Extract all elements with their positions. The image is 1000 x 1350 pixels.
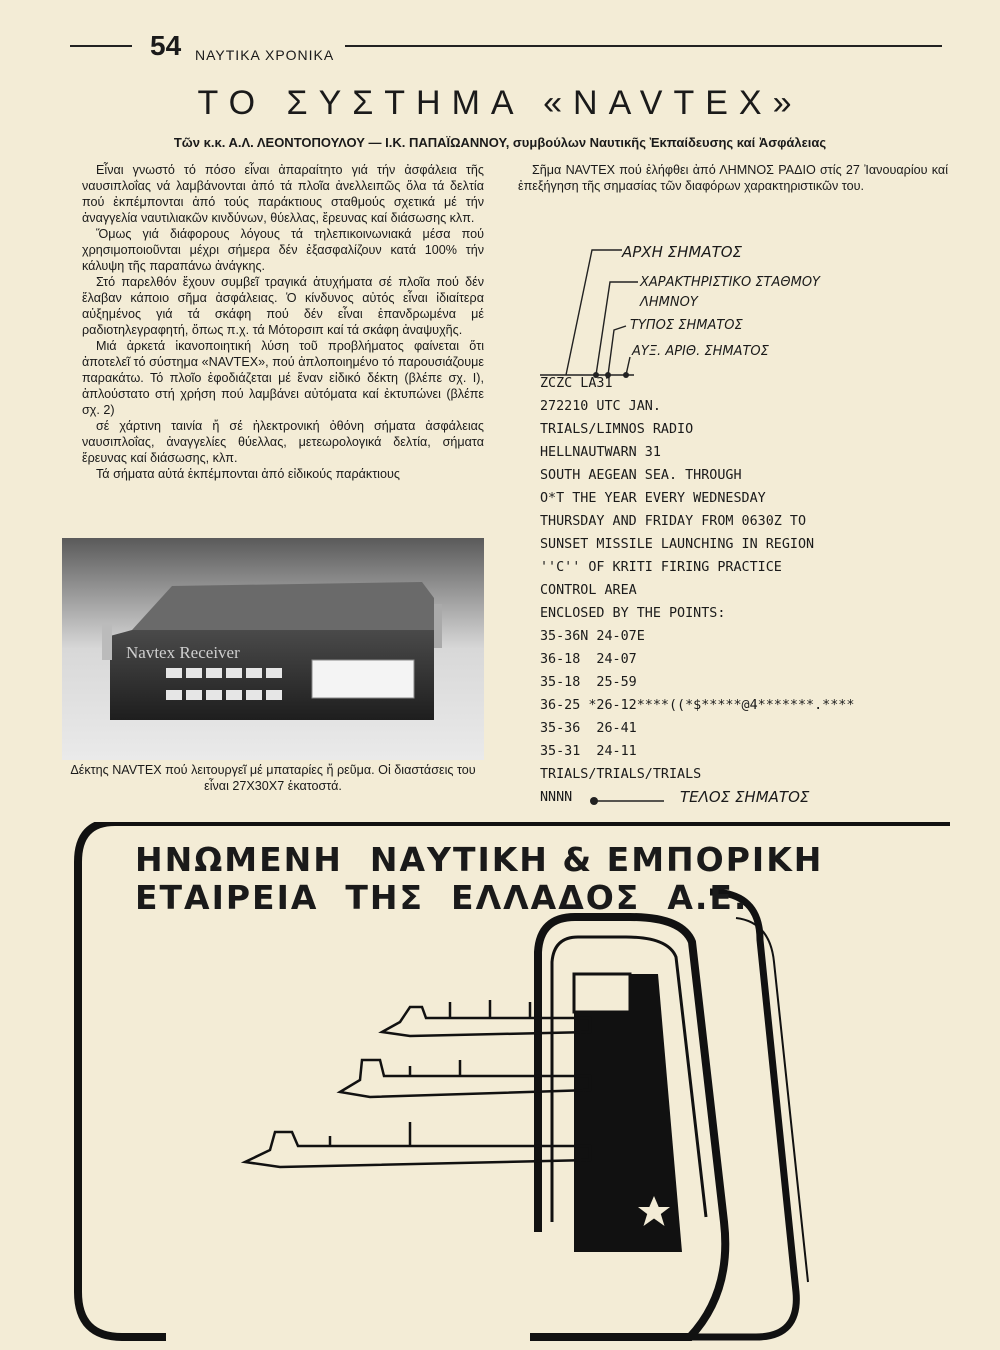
- annotation-start: ΑΡΧΗ ΣΗΜΑΤΟΣ: [622, 243, 743, 261]
- right-column-intro: Σῆμα NAVTEX πού ἐλήφθει ἀπό ΛΗΜΝΟΣ ΡΑΔΙΟ στίς 27 Ἰανουαρίου καί ἐπεξήγηση τῆς σημασίας τῶν διαφόρων χαρακτηριστικῶν του.: [518, 163, 948, 193]
- paragraph: Στό παρελθόν ἔχουν συμβεῖ τραγικά ἀτυχήματα σέ πλοῖα πού δέν ἔλαβαν κάποιο σῆμα ἀσφάλειας. Ὁ κίνδυνος αὐτός εἶναι ἰδιαίτερα αὐξημένος γιά τά σκάφη πού δέν εἶναι ἐπανδρωμένα μέ ραδιοτηλεγραφητή, ὅπως π.χ. τά Μότορσιπ καί τά σκάφη ἀναψυχῆς.: [82, 275, 484, 337]
- message-line: 272210 UTC JAN.: [540, 399, 661, 414]
- message-line: SUNSET MISSILE LAUNCHING IN REGION: [540, 537, 815, 552]
- message-line: ZCZC LA31: [540, 376, 613, 391]
- annotation-type: ΤΥΠΟΣ ΣΗΜΑΤΟΣ: [630, 318, 743, 333]
- message-line: 35-36N 24-07E: [540, 629, 645, 644]
- navtex-receiver-photo: [62, 538, 484, 760]
- article-left-column: [82, 162, 484, 482]
- message-line: O*T THE YEAR EVERY WEDNESDAY: [540, 491, 766, 506]
- header-rule-left: [70, 45, 132, 47]
- paragraph: Τά σήματα αὐτά ἐκπέμπονται ἀπό εἰδικούς παράκτιους: [96, 467, 400, 481]
- device-label: Navtex Receiver: [126, 643, 240, 662]
- ad-company-line-2: ΕΤΑΙΡΕΙΑ ΤΗΣ ΕΛΛΑΔΟΣ Α.Ε.: [135, 878, 749, 917]
- message-line: HELLNAUTWARN 31: [540, 445, 661, 460]
- message-line: ENCLOSED BY THE POINTS:: [540, 606, 726, 621]
- article-authors: Τῶν κ.κ. Α.Λ. ΛΕΟΝΤΟΠΟΥΛΟΥ — Ι.Κ. ΠΑΠΑΪΩΑΝΝΟΥ, συμβούλων Ναυτικῆς Ἐκπαίδευσης καί Ἀσφάλειας: [173, 135, 827, 150]
- message-line: THURSDAY AND FRIDAY FROM 0630Z TO: [540, 514, 807, 529]
- message-line: NNNN: [540, 790, 573, 805]
- annotation-serial: ΑΥΞ. ΑΡΙΘ. ΣΗΜΑΤΟΣ: [632, 344, 769, 359]
- article-title: ΤΟ ΣΥΣΤΗΜΑ «NAVTEX»: [197, 84, 803, 122]
- annotation-end: ΤΕΛΟΣ ΣΗΜΑΤΟΣ: [680, 788, 810, 806]
- paragraph: σέ χάρτινη ταινία ἤ σέ ἠλεκτρονική ὀθόνη σήματα ἀσφάλειας ναυσιπλοΐας, ἀναγγελίες θύελλας, μετεωρολογικά δελτία, σήματα ἔρευνας καί διάσωσης, κλπ.: [82, 419, 484, 465]
- message-line: SOUTH AEGEAN SEA. THROUGH: [540, 468, 742, 483]
- annotation-station-line-1: ΧΑΡΑΚΤΗΡΙΣΤΙΚΟ ΣΤΑΘΜΟΥ: [640, 275, 820, 290]
- photo-caption: Δέκτης NAVTEX πού λειτουργεῖ μέ μπαταρίες ἤ ρεῦμα. Οἱ διαστάσεις του εἶναι 27X30X7 ἑκατοστά.: [70, 763, 476, 793]
- message-line: 35-18 25-59: [540, 675, 637, 690]
- paragraph: Ὅμως γιά διάφορους λόγους τά τηλεπικοινωνιακά μέσα πού χρησιμοποιοῦνται μέχρι σήμερα δέν ἐξασφαλίζουν κατά 100% τήν κάλυψη τῆς παραπάνω ἀνάγκης.: [82, 227, 484, 273]
- message-line: TRIALS/LIMNOS RADIO: [540, 422, 694, 437]
- page-number: 54: [150, 30, 182, 61]
- paragraph: Μιά ἀρκετά ἱκανοποιητική λύση τοῦ προβλήματος φαίνεται ὅτι ἀποτελεῖ τό σύστημα «NAVTEX», πού ἀπλοποιημένο τό παρουσιάζουμε παρακάτω. Τό πλοῖο ἐφοδιάζεται μέ ἕναν εἰδικό δέκτη (βλέπε σχ. I), ἁπλούστατο στή χρήση πού λαμβάνει αὐτόματα καί ἐκτυπώνει (βλέπε σχ. 2): [82, 339, 484, 417]
- message-line: ''C'' OF KRITI FIRING PRACTICE: [540, 560, 782, 575]
- message-line: TRIALS/TRIALS/TRIALS: [540, 767, 702, 782]
- message-line: 35-31 24-11: [540, 744, 637, 759]
- message-line: 36-18 24-07: [540, 652, 637, 667]
- message-line: CONTROL AREA: [540, 583, 637, 598]
- ad-company-line-1: ΗΝΩΜΕΝΗ ΝΑΥΤΙΚΗ & ΕΜΠΟΡΙΚΗ: [135, 840, 824, 879]
- magazine-name: ΝΑΥΤΙΚΑ ΧΡΟΝΙΚΑ: [195, 47, 335, 63]
- message-line: 35-36 26-41: [540, 721, 637, 736]
- annotation-lines: [530, 240, 880, 390]
- paragraph: Εἶναι γνωστό τό πόσο εἶναι ἀπαραίτητο γιά τήν ἀσφάλεια τῆς ναυσιπλοΐας νά λαμβάνονται ἀπό τά πλοῖα ἀνελλειπῶς ὅλα τά δελτία πού ἐκπέμπονται ἀπό τούς παράκτιους σταθμούς σχετικά μέ τήν ἀναγγελία ναυτιλιακῶν κινδύνων, θύελλας, ἔρευνας καί διάσωσης κλπ.: [82, 163, 484, 225]
- header-rule-right: [345, 45, 942, 47]
- message-line: 36-25 *26-12****((*$*****@4*******.****: [540, 698, 855, 713]
- annotation-station-line-2: ΛΗΜΝΟΥ: [640, 295, 698, 310]
- end-marker-arrow: [588, 794, 668, 808]
